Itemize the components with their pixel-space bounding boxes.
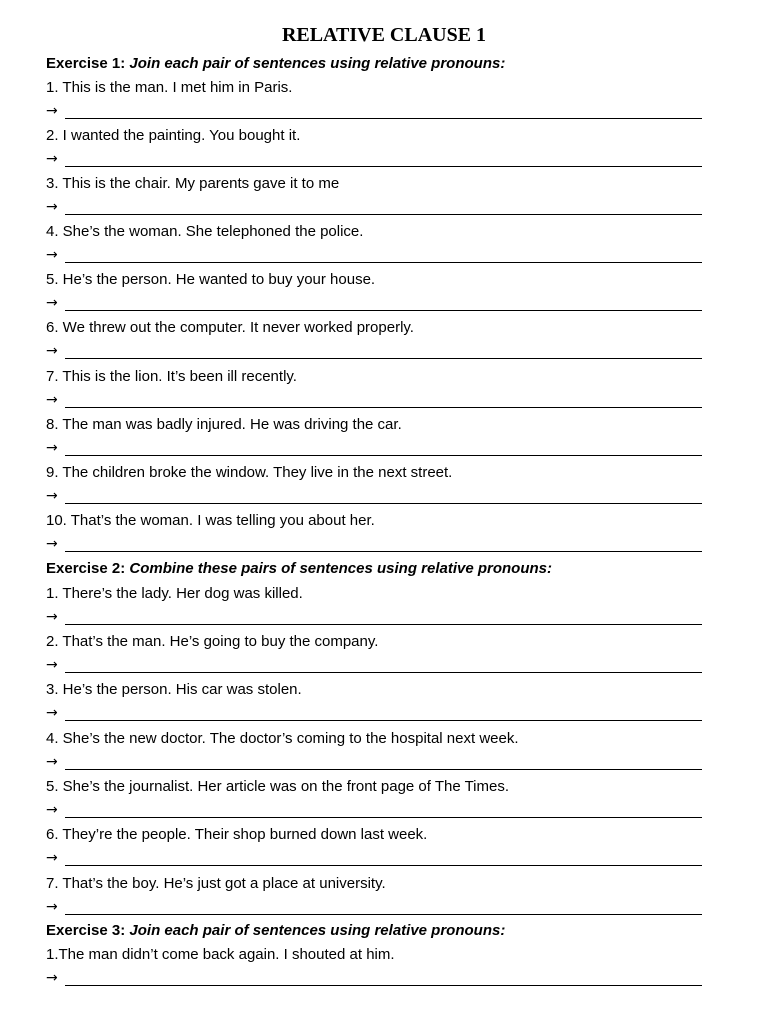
question: 8. The man was badly injured. He was driving the car. [46, 416, 402, 433]
answer-underline [65, 310, 702, 311]
answer-line[interactable] [46, 800, 702, 820]
answer-underline [65, 914, 702, 915]
answer-line[interactable] [46, 968, 702, 988]
question: 6. They’re the people. Their shop burned down last week. [46, 826, 428, 843]
arrow-icon: → [46, 609, 58, 625]
exercise-label: Exercise 1: [46, 55, 126, 72]
exercise-label: Exercise 2: [46, 560, 126, 577]
answer-underline [65, 985, 702, 986]
question: 2. That’s the man. He’s going to buy the company. [46, 633, 379, 650]
arrow-icon: → [46, 488, 58, 504]
answer-underline [65, 118, 702, 119]
answer-line[interactable] [46, 438, 702, 458]
answer-underline [65, 769, 702, 770]
answer-underline [65, 624, 702, 625]
answer-line[interactable] [46, 607, 702, 627]
exercise-instruction: Join each pair of sentences using relative pronouns: [129, 55, 506, 72]
question: 9. The children broke the window. They live in the next street. [46, 464, 453, 481]
answer-line[interactable] [46, 101, 702, 121]
question: 1. This is the man. I met him in Paris. [46, 79, 293, 96]
arrow-icon: → [46, 754, 58, 770]
arrow-icon: → [46, 802, 58, 818]
arrow-icon: → [46, 295, 58, 311]
question: 3. He’s the person. His car was stolen. [46, 681, 302, 698]
answer-line[interactable] [46, 293, 702, 313]
answer-line[interactable] [46, 897, 702, 917]
arrow-icon: → [46, 103, 58, 119]
answer-underline [65, 455, 702, 456]
exercise-3-heading [46, 922, 505, 939]
question: 4. She’s the new doctor. The doctor’s coming to the hospital next week. [46, 730, 519, 747]
exercise-instruction: Join each pair of sentences using relative pronouns: [129, 922, 506, 939]
answer-underline [65, 817, 702, 818]
answer-line[interactable] [46, 149, 702, 169]
exercise-2-heading [46, 560, 552, 577]
arrow-icon: → [46, 536, 58, 552]
arrow-icon: → [46, 657, 58, 673]
answer-underline [65, 262, 702, 263]
arrow-icon: → [46, 247, 58, 263]
answer-line[interactable] [46, 655, 702, 675]
exercise-1-heading [46, 55, 505, 72]
question: 10. That’s the woman. I was telling you about her. [46, 512, 375, 529]
answer-line[interactable] [46, 848, 702, 868]
answer-line[interactable] [46, 486, 702, 506]
answer-line[interactable] [46, 534, 702, 554]
arrow-icon: → [46, 343, 58, 359]
arrow-icon: → [46, 440, 58, 456]
answer-underline [65, 720, 702, 721]
arrow-icon: → [46, 899, 58, 915]
answer-underline [65, 214, 702, 215]
answer-line[interactable] [46, 752, 702, 772]
question: 6. We threw out the computer. It never worked properly. [46, 319, 414, 336]
answer-underline [65, 551, 702, 552]
arrow-icon: → [46, 199, 58, 215]
worksheet-title: RELATIVE CLAUSE 1 [281, 24, 487, 46]
arrow-icon: → [46, 970, 58, 986]
question: 7. This is the lion. It’s been ill recently. [46, 368, 297, 385]
answer-underline [65, 358, 702, 359]
answer-underline [65, 503, 702, 504]
answer-line[interactable] [46, 197, 702, 217]
arrow-icon: → [46, 705, 58, 721]
question: 1. There’s the lady. Her dog was killed. [46, 585, 303, 602]
answer-underline [65, 672, 702, 673]
arrow-icon: → [46, 392, 58, 408]
exercise-label: Exercise 3: [46, 922, 126, 939]
answer-underline [65, 166, 702, 167]
exercise-instruction: Combine these pairs of sentences using relative pronouns: [129, 560, 552, 577]
question: 1.The man didn’t come back again. I shouted at him. [46, 946, 395, 963]
arrow-icon: → [46, 850, 58, 866]
answer-underline [65, 407, 702, 408]
answer-line[interactable] [46, 390, 702, 410]
question: 5. She’s the journalist. Her article was on the front page of The Times. [46, 778, 510, 795]
answer-underline [65, 865, 702, 866]
answer-line[interactable] [46, 245, 702, 265]
question: 5. He’s the person. He wanted to buy your house. [46, 271, 376, 288]
question: 4. She’s the woman. She telephoned the police. [46, 223, 364, 240]
answer-line[interactable] [46, 703, 702, 723]
answer-line[interactable] [46, 341, 702, 361]
question: 7. That’s the boy. He’s just got a place at university. [46, 875, 386, 892]
question: 3. This is the chair. My parents gave it to me [46, 175, 340, 192]
question: 2. I wanted the painting. You bought it. [46, 127, 301, 144]
arrow-icon: → [46, 151, 58, 167]
